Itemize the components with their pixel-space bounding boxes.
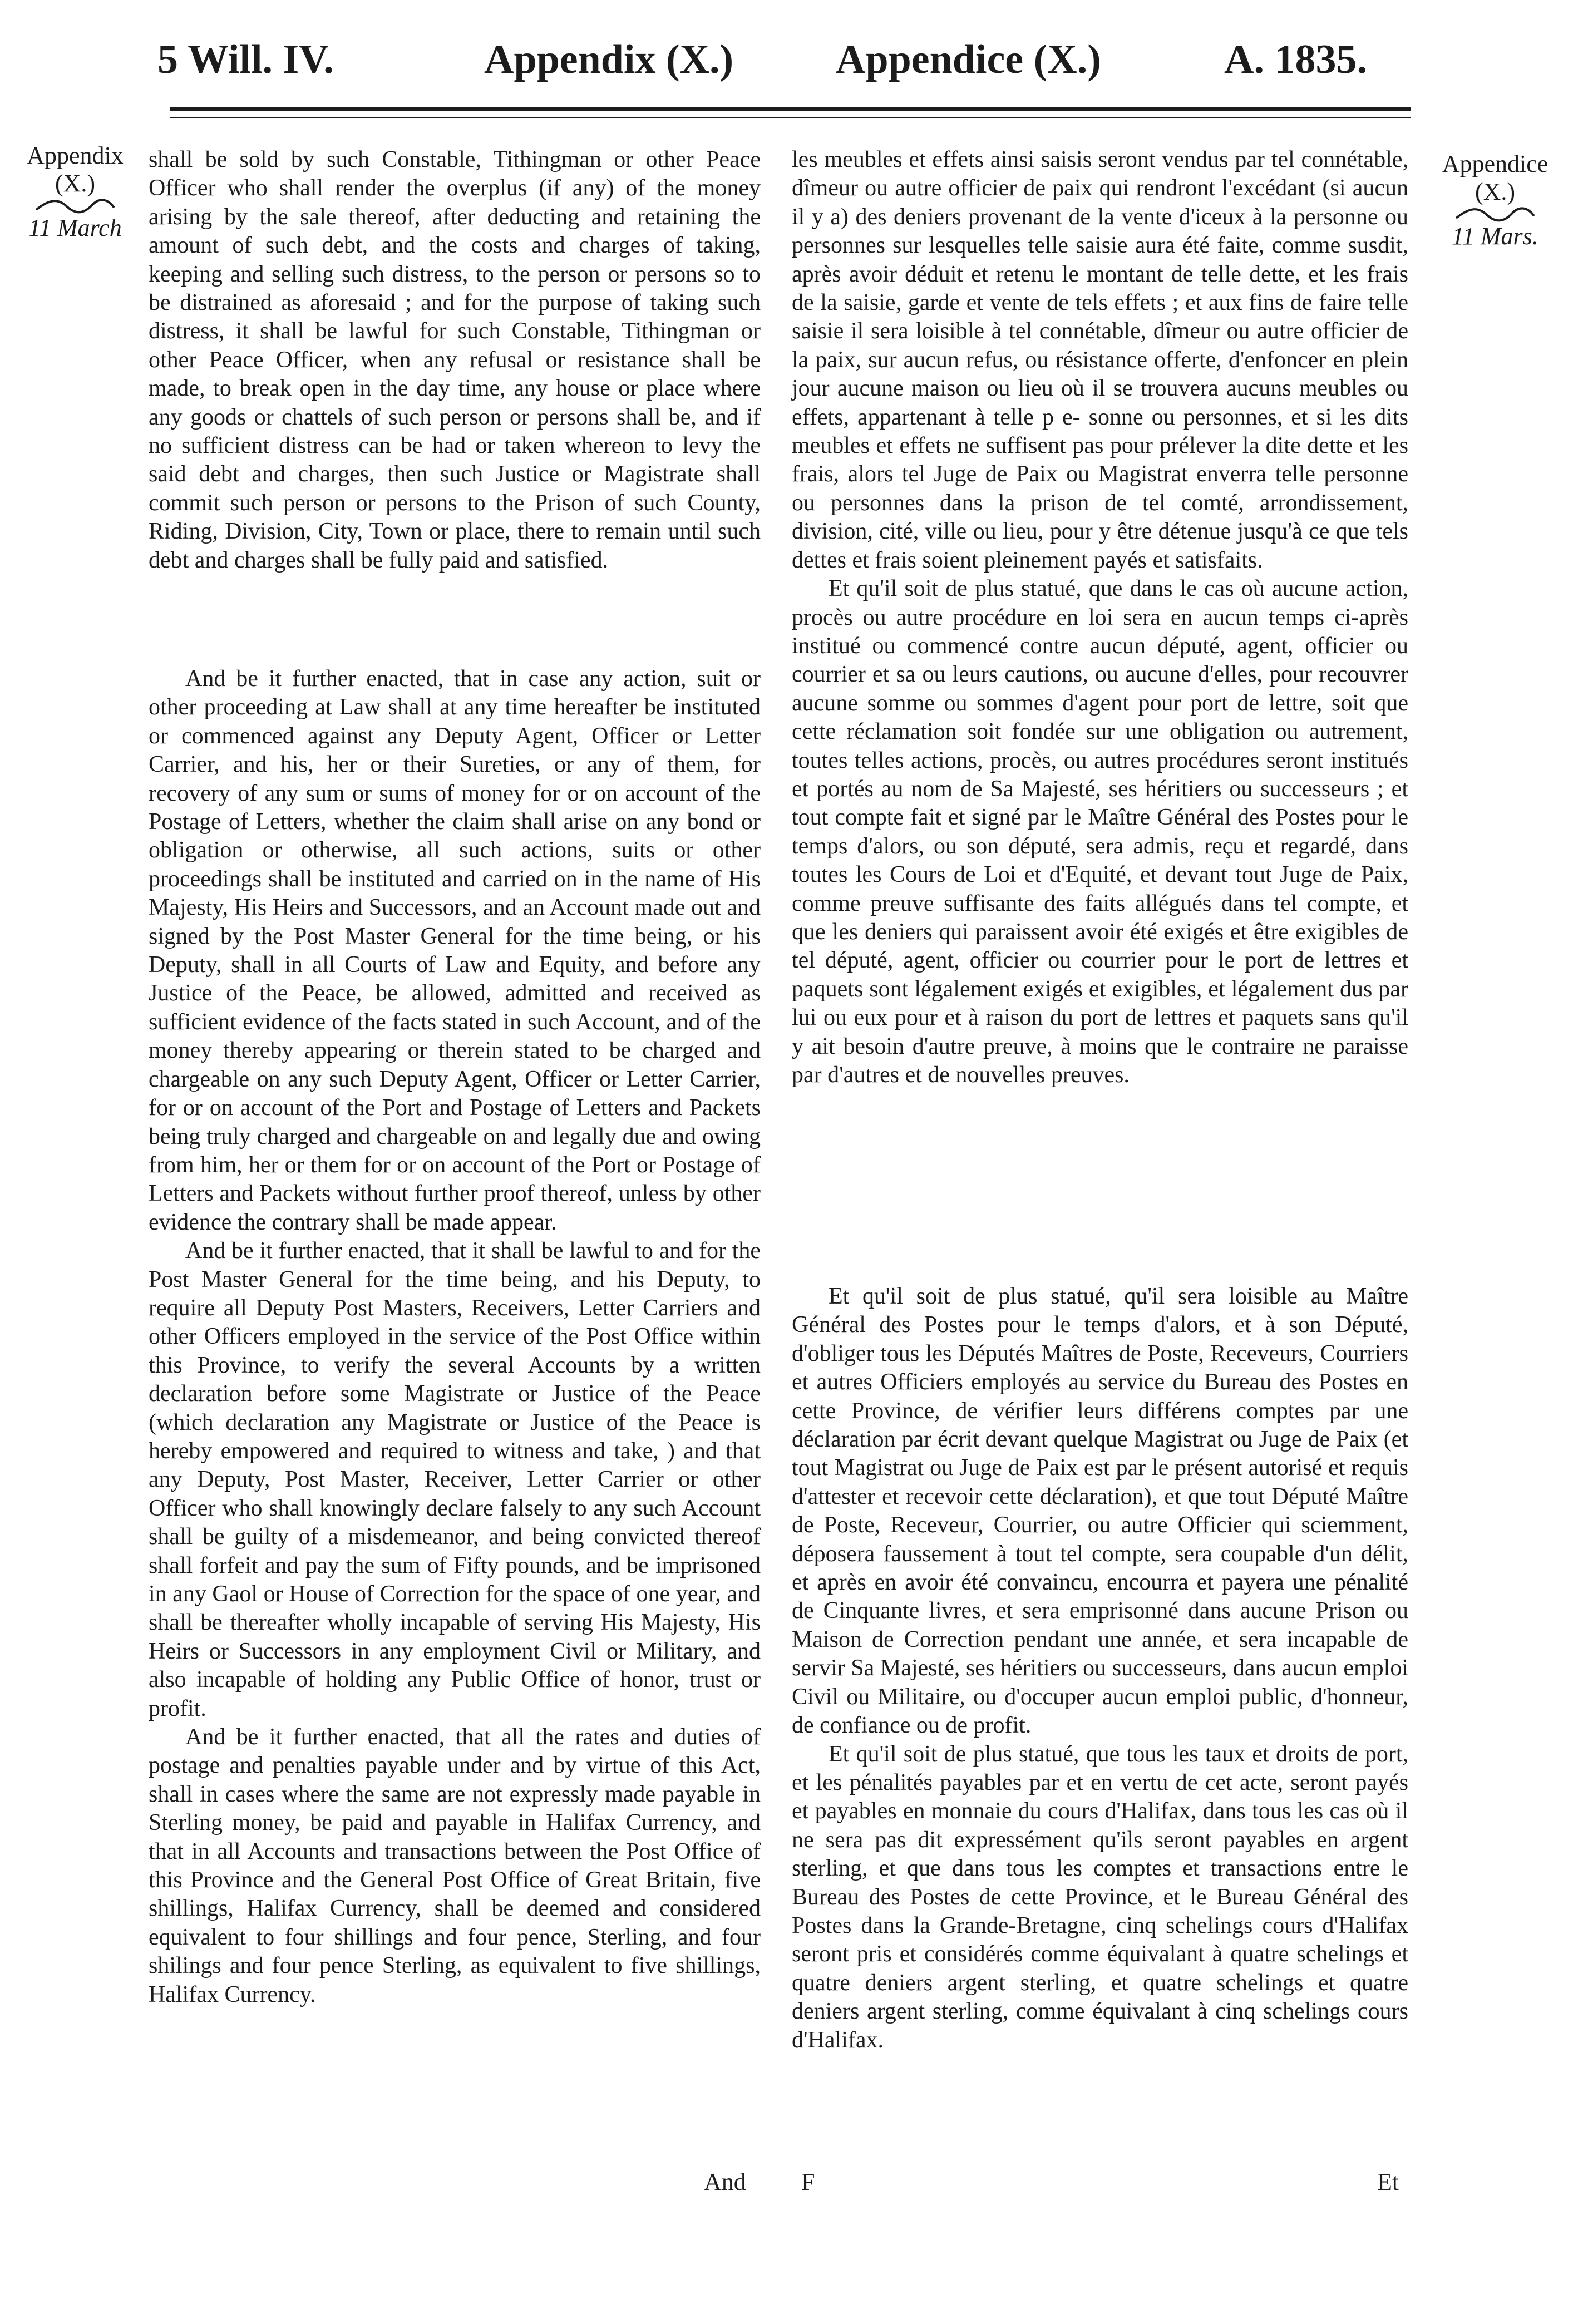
margin-label: Appendice	[1442, 150, 1549, 177]
margin-note-left	[3, 142, 147, 242]
english-paragraph: And be it further enacted, that in case any action, suit or other proceeding at Law shall at any time hereafter be instituted or commenced against any Deputy Agent, Officer or Letter Carrier, and his, her or their Sureties, or any of them, for recovery of any sum or sums of money for or on account of the Postage of Letters, whether the claim shall arise on any bond or obligation or otherwise, all such actions, suits or other proceedings shall be instituted and carried on in the name of His Majesty, His Heirs and Successors, and an Account made out and signed by the Post Master General for the time being, or his Deputy, shall in all Courts of Law and Equity, and before any Justice of the Peace, be allowed, admitted and received as sufficient evidence of the facts stated in such Account, and of the money thereby appearing or therein stated to be charged and chargeable on any such Deputy Agent, Officer or Letter Carrier, for or on account of the Port and Postage of Letters and Packets being truly charged and chargeable on and legally due and owing from him, her or them for or on account of the Port or Postage of Letters and Packets without further proof thereof, unless by other evidence the contrary shall be made appear.	[149, 666, 761, 1235]
ornament-swash-icon	[33, 198, 117, 214]
header-rule-thin	[170, 117, 1411, 118]
regnal-year: 5 Will. IV.	[157, 37, 334, 82]
english-column	[149, 146, 761, 575]
french-column-continued	[792, 1282, 1408, 2055]
french-paragraph: Et qu'il soit de plus statué, que dans le cas où aucune action, procès ou autre procédure en loi sera en aucun temps ci-après institué ou commencé contre aucun député, agent, officier ou courrier et sa ou leurs cautions, ou aucune d'elles, pour recouvrer aucune somme ou sommes d'agent pour port de lettre, soit que cette réclamation soit fondée sur une obligation ou autrement, toutes telles actions, procès, ou autres procédures seront institués et portés au nom de Sa Majesté, ses héritiers ou successeurs ; et tout compte fait et signé par le Maître Général des Postes pour le temps d'alors, ou son député, sera admis, reçu et regardé, dans toutes les Cours de Loi et d'Equité, et devant tout Juge de Paix, comme preuve suffisante des faits allégués dans tel compte, et que les deniers qui paraissent avoir été exigés et être exigibles de tel député, agent, officier ou courrier pour le port de lettres et paquets sont légalement exigés et exigibles, et légalement dus par lui ou eux pour et à raison du port de lettres et paquets sans qu'il y ait besoin d'autre preuve, à moins que le contraire ne paraisse par d'autres et de nouvelles preuves.	[792, 576, 1408, 1088]
catchword-english: And	[704, 2168, 746, 2195]
header-year: A. 1835.	[1224, 37, 1367, 82]
catchword-french: Et	[1377, 2168, 1399, 2195]
header-rule-thick	[170, 107, 1411, 111]
french-column	[792, 146, 1408, 1089]
french-paragraph: Et qu'il soit de plus statué, que tous les taux et droits de port, et les pénalités payables par et en vertu de cet acte, seront payés et payables en monnaie du cours d'Halifax, dans tous les cas où il ne sera pas dit expressément qu'ils seront payables en argent sterling, et que dans tous les comptes et transactions entre le Bureau des Postes de cette Province, et le Bureau Général des Postes dans la Grande-Bretagne, cinq schelings cours d'Halifax seront pris et considérés comme équivalant à quatre schelings et quatre deniers argent sterling, et quatre schelings et quatre deniers argent sterling, comme équivalant à cinq schelings cours d'Halifax.	[792, 1741, 1408, 2053]
margin-date: 11 March	[28, 214, 122, 241]
english-paragraph: shall be sold by such Constable, Tithingman or other Peace Officer who shall render the overplus (if any) of the money arising by the sale thereof, after deducting and retaining the amount of such debt, and the costs and charges of taking, keeping and selling such distress, to the person or persons so to be distrained as aforesaid ; and for the purpose of taking such distress, it shall be lawful for such Constable, Tithingman or other Peace Officer, when any refusal or resistance shall be made, to break open in the day time, any house or place where any goods or chattels of such person or persons shall be, and if no sufficient distress can be had or taken whereon to levy the said debt and charges, then such Justice or Magistrate shall commit such person or persons to the Prison of such County, Riding, Division, City, Town or place, there to remain until such debt and charges shall be fully paid and satisfied.	[149, 147, 761, 573]
english-column-continued	[149, 665, 761, 2009]
margin-sub: (X.)	[55, 170, 96, 197]
margin-label: Appendix	[27, 142, 124, 169]
margin-date: 11 Mars.	[1452, 223, 1538, 250]
french-paragraph: Et qu'il soit de plus statué, qu'il sera loisible au Maître Général des Postes pour le temps d'alors, et à son Député, d'obliger tous les Députés Maîtres de Poste, Receveurs, Courriers et autres Officiers employés au service du Bureau des Postes en cette Province, de vérifier leurs différens comptes par une déclaration par écrit devant quelque Magistrat ou Juge de Paix (et tout Magistrat ou Juge de Paix est par le présent autorisé et requis d'attester et recevoir cette déclaration), et que tout Député Maître de Poste, Receveur, Courrier, ou autre Officier qui sciemment, déposera faussement à tout tel compte, sera coupable d'un délit, et après en avoir été convaincu, encourra et payera une pénalité de Cinquante livres, et sera emprisonné dans aucune Prison ou Maison de Correction pendant une année, et sera incapable de servir Sa Majesté, ses héritiers ou successeurs, dans aucun emploi Civil ou Militaire, ou d'occuper aucun emploi public, d'honneur, de confiance ou de profit.	[792, 1284, 1408, 1739]
ornament-swash-icon	[1453, 206, 1537, 223]
margin-note-right	[1422, 150, 1568, 250]
signature-mark: F	[801, 2168, 815, 2195]
english-paragraph: And be it further enacted, that it shall be lawful to and for the Post Master General for the time being, and his Deputy, to require all Deputy Post Masters, Receivers, Letter Carriers and other Officers employed in the service of the Post Office within this Province, to verify the several Accounts by a written declaration before some Magistrate or Justice of the Peace (which declaration any Magistrate or Justice of the Peace is hereby empowered and required to witness and take, ) and that any Deputy, Post Master, Receiver, Letter Carrier or other Officer who shall knowingly declare falsely to any such Account shall be guilty of a misdemeanor, and being convicted thereof shall forfeit and pay the sum of Fifty pounds, and be imprisoned in any Gaol or House of Correction for the space of one year, and shall be thereafter wholly incapable of serving His Majesty, His Heirs or Successors in any employment Civil or Military, and also incapable of holding any Public Office of honor, trust or profit.	[149, 1238, 761, 1721]
french-paragraph: les meubles et effets ainsi saisis seront vendus par tel connétable, dîmeur ou autre officier de paix qui rendront l'excédant (si aucun il y a) des deniers provenant de la vente d'iceux à la personne ou personnes sur lesquelles telle saisie aura été faite, comme susdit, après avoir déduit et retenu le montant de telle dette, et les frais de la saisie, garde et vente de tels effets ; et aux fins de faire telle saisie il sera loisible à tel connétable, dîmeur ou autre officier de la paix, sur aucun refus, ou résistance offerte, d'enfoncer en plein jour aucune maison ou lieu où il se trouvera aucuns meubles ou effets, appartenant à telle p e- sonne ou personnes, et si les dits meubles et effets ne suffisent pas pour prélever la dite dette et les frais, alors tel Juge de Paix ou Magistrat enverra telle personne ou personnes dans la prison de tel comté, arrondissement, division, cité, ville ou lieu, pour y être détenue jusqu'à ce que tels dettes et frais soient pleinement payés et satisfaits.	[792, 147, 1408, 573]
english-paragraph: And be it further enacted, that all the rates and duties of postage and penalties payable under and by virtue of this Act, shall in cases where the same are not expressly made payable in Sterling money, be paid and payable in Halifax Currency, and that in all Accounts and transactions between the Post Office of this Province and the General Post Office of Great Britain, five shillings, Halifax Currency, shall be deemed and considered equivalent to four shillings and four pence, Sterling, and four shilings and four pence Sterling, as equivalent to five shillings, Halifax Currency.	[149, 1724, 761, 2007]
margin-sub: (X.)	[1475, 178, 1516, 205]
header-appendix-en: Appendix (X.)	[484, 37, 734, 82]
header-appendix-fr: Appendice (X.)	[836, 37, 1101, 82]
